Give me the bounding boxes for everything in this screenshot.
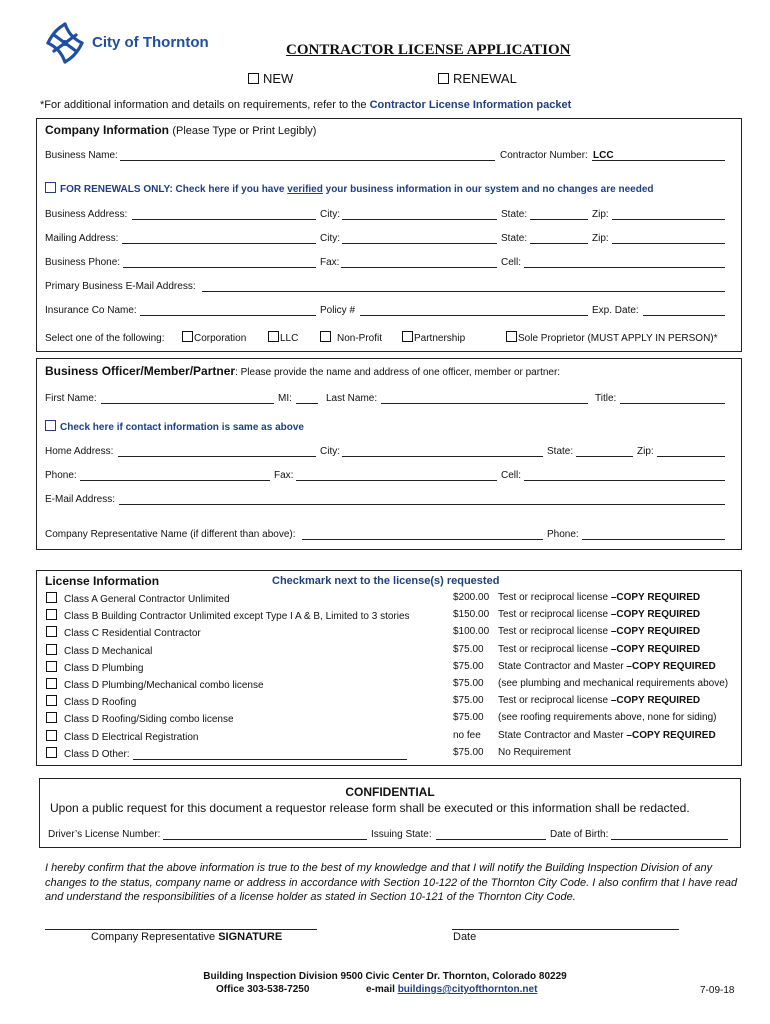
license-name: Class D Mechanical (64, 646, 153, 657)
renewal-label: RENEWAL (453, 71, 517, 86)
business-state-field[interactable] (530, 219, 588, 220)
nonprofit-label: Non-Profit (337, 333, 383, 344)
renewal-verify-row[interactable] (45, 182, 654, 195)
same-contact-text: Check here if contact information is same as above (60, 422, 304, 433)
business-email-label: Primary Business E-Mail Address: (45, 281, 196, 292)
license-requirement-text: (see roofing requirements above, none for siding) (498, 712, 717, 723)
form-version: 7-09-18 (700, 985, 735, 996)
mailing-state-field[interactable] (530, 243, 588, 244)
license-requirement (498, 592, 700, 603)
license-checkbox[interactable] (46, 695, 57, 706)
license-row[interactable] (0, 644, 770, 660)
confidential-text: Upon a public request for this document a requestor release form shall be executed or this information shall be redacted. (50, 801, 690, 815)
home-state-label: State: (547, 446, 574, 457)
license-option[interactable] (46, 695, 136, 708)
license-requirement-text: Test or reciprocal license (498, 609, 611, 620)
license-name: Class D Roofing (64, 697, 137, 708)
license-requirement (498, 730, 716, 741)
license-requirement (498, 626, 700, 637)
license-row[interactable] (0, 747, 770, 763)
other-license-field[interactable] (133, 759, 407, 760)
business-fax-label: Fax: (320, 257, 340, 268)
entity-corporation[interactable] (182, 331, 246, 344)
license-row[interactable] (0, 592, 770, 608)
exp-date-field[interactable] (643, 315, 725, 316)
license-requirement-text: No Requirement (498, 747, 571, 758)
business-address-field[interactable] (132, 219, 316, 220)
license-fee: $75.00 (453, 644, 484, 655)
last-name-label: Last Name: (326, 393, 378, 404)
entity-partnership[interactable] (402, 331, 465, 344)
license-row[interactable] (0, 678, 770, 694)
mi-label: MI: (278, 393, 292, 404)
business-name-label: Business Name: (45, 150, 118, 161)
license-requirement-text: Test or reciprocal license (498, 592, 611, 603)
mailing-zip-label: Zip: (592, 233, 609, 244)
home-city-label: City: (320, 446, 340, 457)
license-fee: $75.00 (453, 695, 484, 706)
license-name: Class B Building Contractor Unlimited except Type I A & B, Limited to 3 stories (64, 611, 410, 622)
date-line[interactable] (452, 929, 679, 930)
contractor-number-label: Contractor Number: (500, 150, 588, 161)
license-fee: $150.00 (453, 609, 490, 620)
mailing-zip-field[interactable] (612, 243, 725, 244)
license-name: Class A General Contractor Unlimited (64, 594, 230, 605)
llc-label: LLC (280, 333, 299, 344)
confidential-title: CONFIDENTIAL (345, 785, 435, 799)
signature-label-text: Company Representative (91, 931, 219, 943)
dob-field[interactable] (611, 839, 728, 840)
business-email-field[interactable] (202, 291, 725, 292)
business-phone-field[interactable] (123, 267, 316, 268)
license-fee: $75.00 (453, 661, 484, 672)
last-name-field[interactable] (381, 403, 588, 404)
renewal-verify-text: FOR RENEWALS ONLY: Check here if you have (60, 184, 288, 195)
business-fax-field[interactable] (341, 267, 497, 268)
business-city-field[interactable] (342, 219, 497, 220)
license-name: Class D Other: (64, 749, 130, 760)
license-requirement (498, 678, 728, 689)
city-logo (42, 20, 242, 66)
home-zip-label: Zip: (637, 446, 654, 457)
license-option[interactable] (46, 626, 201, 639)
license-checkbox[interactable] (46, 730, 57, 741)
company-info-section (36, 118, 742, 352)
license-name: Class C Residential Contractor (64, 628, 201, 639)
business-address-label: Business Address: (45, 209, 128, 220)
license-checkbox[interactable] (46, 712, 57, 723)
company-info-subheading: (Please Type or Print Legibly) (172, 125, 317, 137)
business-name-field[interactable] (120, 160, 495, 161)
home-address-field[interactable] (118, 456, 316, 457)
company-info-heading: Company Information (45, 123, 170, 137)
license-option[interactable] (46, 592, 230, 605)
corporation-label: Corporation (194, 333, 247, 344)
license-row[interactable] (0, 661, 770, 677)
rep-phone-field[interactable] (582, 539, 725, 540)
license-option[interactable] (46, 712, 234, 725)
business-cell-label: Cell: (501, 257, 522, 268)
license-requirement-text: Test or reciprocal license (498, 695, 611, 706)
license-requirement (498, 695, 700, 706)
city-logo-mark (42, 20, 88, 66)
license-fee: $75.00 (453, 712, 484, 723)
mailing-city-field[interactable] (342, 243, 497, 244)
license-name: Class D Plumbing (64, 663, 144, 674)
llc-checkbox[interactable] (268, 331, 279, 342)
license-option[interactable] (46, 661, 143, 674)
drivers-license-label: Driver’s License Number: (48, 829, 161, 840)
home-address-label: Home Address: (45, 446, 114, 457)
home-state-field[interactable] (576, 456, 633, 457)
license-fee: no fee (453, 730, 481, 741)
contractor-prefix: LCC (593, 150, 614, 161)
license-requirement-text: Test or reciprocal license (498, 644, 611, 655)
first-name-field[interactable] (101, 403, 274, 404)
license-requirement-copy: –COPY REQUIRED (626, 730, 716, 741)
license-checkbox[interactable] (46, 678, 57, 689)
home-city-field[interactable] (342, 456, 543, 457)
signature-line[interactable] (45, 929, 317, 930)
info-note (40, 99, 571, 111)
license-option[interactable] (46, 747, 130, 760)
business-state-label: State: (501, 209, 528, 220)
license-option[interactable] (46, 730, 199, 743)
license-checkbox[interactable] (46, 661, 57, 672)
license-requirement-copy: –COPY REQUIRED (610, 626, 701, 637)
exp-date-label: Exp. Date: (592, 305, 639, 316)
dob-label: Date of Birth: (550, 829, 609, 840)
insurance-label: Insurance Co Name: (45, 305, 137, 316)
license-title: License Information (45, 574, 160, 588)
policy-field[interactable] (360, 315, 588, 316)
new-option[interactable] (248, 71, 293, 86)
license-row[interactable] (0, 609, 770, 625)
license-requirement-copy: –COPY REQUIRED (610, 609, 701, 620)
license-requirement-copy: –COPY REQUIRED (610, 592, 701, 603)
officer-title-field[interactable] (620, 403, 725, 404)
license-fee: $200.00 (453, 592, 490, 603)
license-option[interactable] (46, 644, 152, 657)
officer-fax-label: Fax: (274, 470, 294, 481)
renewal-verified-word: verified (287, 184, 323, 195)
license-instruction: Checkmark next to the license(s) requested (272, 575, 500, 587)
license-checkbox[interactable] (46, 626, 57, 637)
mailing-city-label: City: (320, 233, 340, 244)
license-name: Class D Plumbing/Mechanical combo license (64, 680, 264, 691)
issuing-state-label: Issuing State: (371, 829, 432, 840)
license-fee: $75.00 (453, 678, 484, 689)
officer-title (45, 364, 560, 378)
officer-heading: Business Officer/Member/Partner (45, 364, 236, 378)
license-requirement-text: State Contractor and Master (498, 661, 627, 672)
mailing-address-label: Mailing Address: (45, 233, 119, 244)
footer-office: Office 303-538-7250 (216, 984, 310, 995)
officer-phone-label: Phone: (45, 470, 77, 481)
license-name: Class D Roofing/Siding combo license (64, 714, 234, 725)
license-row[interactable] (0, 730, 770, 746)
renewal-option[interactable] (438, 71, 517, 86)
rep-phone-label: Phone: (547, 529, 579, 540)
mailing-address-field[interactable] (122, 243, 316, 244)
officer-cell-field[interactable] (524, 480, 725, 481)
business-phone-label: Business Phone: (45, 257, 121, 268)
entity-type-label: Select one of the following: (45, 333, 165, 344)
sole-proprietor-checkbox[interactable] (506, 331, 517, 342)
insurance-field[interactable] (140, 315, 316, 316)
license-requirement (498, 712, 716, 723)
officer-title-label: Title: (595, 393, 617, 404)
nonprofit-checkbox[interactable] (320, 331, 331, 342)
license-requirement-copy: –COPY REQUIRED (626, 661, 716, 672)
license-row[interactable] (0, 712, 770, 728)
affirmation-text: I hereby confirm that the above information is true to the best of my knowledge and that I will notify the Building Inspection Division of any changes to the status, company name or address in accordance with Section 10-122 of the Thornton City Code. I also confirm that I have read and understand the responsibilities of a license holder as stated in Section 10-121 of the Thornton City Code. (45, 862, 738, 903)
logo-text: City of Thornton (92, 34, 209, 51)
policy-label: Policy # (320, 305, 356, 316)
footer-email-link[interactable]: buildings@cityofthornton.net (397, 984, 538, 995)
entity-sole-proprietor[interactable] (506, 331, 718, 344)
officer-cell-label: Cell: (501, 470, 522, 481)
license-requirement-text: State Contractor and Master (498, 730, 627, 741)
license-checkbox[interactable] (46, 592, 57, 603)
business-zip-field[interactable] (612, 219, 725, 220)
license-requirement (498, 661, 716, 672)
footer-email-label: e-mail (366, 984, 398, 995)
same-contact-checkbox[interactable] (45, 420, 56, 431)
signature-label-bold: SIGNATURE (218, 931, 283, 943)
license-checkbox[interactable] (46, 747, 57, 758)
officer-subheading: : Please provide the name and address of one officer, member or partner: (235, 367, 561, 378)
license-requirement-text: Test or reciprocal license (498, 626, 611, 637)
footer-address: Building Inspection Division 9500 Civic Center Dr. Thornton, Colorado 80229 (203, 971, 567, 982)
info-packet-link[interactable]: Contractor License Information packet (369, 99, 572, 111)
partnership-checkbox[interactable] (402, 331, 413, 342)
license-row[interactable] (0, 626, 770, 642)
license-option[interactable] (46, 609, 410, 622)
signature-label (91, 931, 282, 943)
drivers-license-field[interactable] (163, 839, 367, 840)
license-checkbox[interactable] (46, 644, 57, 655)
contractor-number-field[interactable] (592, 160, 725, 161)
license-fee: $100.00 (453, 626, 490, 637)
same-contact-row[interactable] (45, 420, 304, 433)
officer-phone-field[interactable] (80, 480, 270, 481)
rep-name-field[interactable] (302, 539, 543, 540)
mailing-state-label: State: (501, 233, 528, 244)
license-row[interactable] (0, 695, 770, 711)
license-requirement (498, 644, 700, 655)
license-requirement (498, 747, 571, 758)
issuing-state-field[interactable] (436, 839, 546, 840)
company-info-title (45, 123, 316, 137)
license-requirement-copy: –COPY REQUIRED (610, 644, 701, 655)
renewal-verify-checkbox[interactable] (45, 182, 56, 193)
renewal-verify-text-end: your business information in our system and no changes are needed (322, 184, 654, 195)
corporation-checkbox[interactable] (182, 331, 193, 342)
date-label: Date (453, 931, 477, 943)
officer-fax-field[interactable] (296, 480, 497, 481)
mi-field[interactable] (296, 403, 318, 404)
new-label: NEW (263, 71, 294, 86)
form-title: CONTRACTOR LICENSE APPLICATION (286, 42, 571, 58)
business-city-label: City: (320, 209, 340, 220)
license-fee: $75.00 (453, 747, 484, 758)
license-requirement-copy: –COPY REQUIRED (610, 695, 701, 706)
entity-llc[interactable] (268, 331, 298, 344)
license-checkbox[interactable] (46, 609, 57, 620)
business-cell-field[interactable] (524, 267, 725, 268)
license-option[interactable] (46, 678, 264, 691)
business-zip-label: Zip: (592, 209, 609, 220)
officer-email-label: E-Mail Address: (45, 494, 116, 505)
officer-email-field[interactable] (119, 504, 725, 505)
info-note-text: *For additional information and details on requirements, refer to the (40, 99, 370, 111)
rep-name-label: Company Representative Name (if different than above): (45, 529, 296, 540)
sole-proprietor-label: Sole Proprietor (MUST APPLY IN PERSON)* (518, 333, 718, 344)
license-requirement (498, 609, 700, 620)
license-name: Class D Electrical Registration (64, 732, 199, 743)
license-requirement-text: (see plumbing and mechanical requirements above) (498, 678, 729, 689)
new-checkbox[interactable] (248, 73, 259, 84)
entity-nonprofit[interactable] (320, 331, 382, 344)
footer-email (366, 984, 537, 995)
first-name-label: First Name: (45, 393, 97, 404)
partnership-label: Partnership (414, 333, 466, 344)
renewal-checkbox[interactable] (438, 73, 449, 84)
home-zip-field[interactable] (657, 456, 725, 457)
